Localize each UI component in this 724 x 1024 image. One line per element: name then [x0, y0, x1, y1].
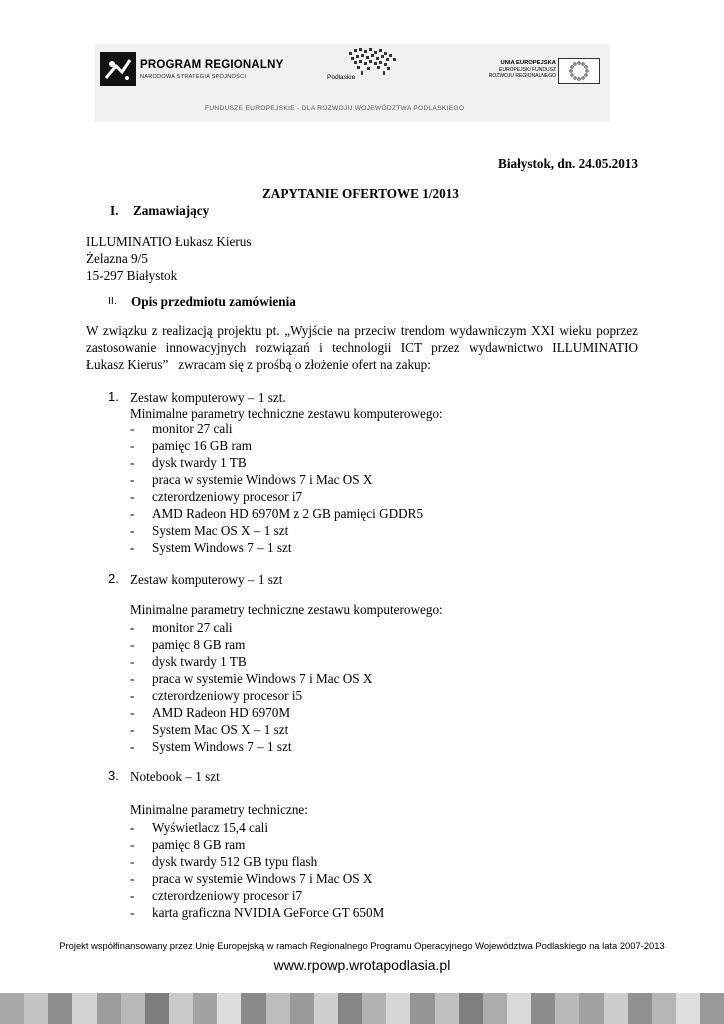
item-number: 1.: [108, 389, 119, 404]
intro-paragraph: [86, 322, 638, 356]
spec-item: czterordzeniowy procesor i5: [152, 688, 303, 703]
program-title: PROGRAM REGIONALNY: [140, 59, 284, 71]
item-number: 2.: [108, 571, 119, 586]
podlaskie-logo: [325, 46, 405, 86]
footer-website: www.rpowp.wrotapodlasia.pl: [273, 957, 451, 973]
spec-item: praca w systemie Windows 7 i Mac OS X: [152, 472, 373, 487]
dash-bullet: -: [130, 438, 135, 453]
spec-item: dysk twardy 512 GB typu flash: [152, 854, 318, 869]
spec-item: praca w systemie Windows 7 i Mac OS X: [152, 871, 373, 886]
spec-item: pamięc 8 GB ram: [152, 837, 246, 852]
spec-item: System Windows 7 – 1 szt: [152, 739, 292, 754]
dash-bullet: -: [130, 620, 135, 635]
dash-bullet: -: [130, 472, 135, 487]
eu-line1: UNIA EUROPEJSKA: [500, 60, 556, 66]
item-title: Zestaw komputerowy – 1 szt.: [130, 390, 286, 405]
dash-bullet: -: [130, 489, 135, 504]
dash-bullet: -: [130, 820, 135, 835]
section1-number: I.: [110, 203, 119, 218]
spec-item: monitor 27 cali: [152, 421, 233, 436]
item-title: Notebook – 1 szt: [130, 769, 220, 784]
date-line: Białystok, dn. 24.05.2013: [498, 156, 638, 171]
footer-decorative-bar: [0, 993, 724, 1024]
eu-logo: [480, 56, 600, 86]
dash-bullet: -: [130, 722, 135, 737]
dash-bullet: -: [130, 854, 135, 869]
program-emblem-icon: [100, 52, 136, 86]
spec-item: praca w systemie Windows 7 i Mac OS X: [152, 671, 373, 686]
dash-bullet: -: [130, 905, 135, 920]
program-subtitle: NARODOWA STRATEGIA SPÓJNOŚCI: [140, 74, 247, 80]
dash-bullet: -: [130, 888, 135, 903]
dash-bullet: -: [130, 688, 135, 703]
spec-item: karta graficzna NVIDIA GeForce GT 650M: [152, 905, 385, 920]
podlaskie-bison-icon: [345, 46, 403, 76]
dash-bullet: -: [130, 671, 135, 686]
eu-flag-icon: [558, 58, 600, 84]
spec-item: AMD Radeon HD 6970M: [152, 705, 291, 720]
document-title: ZAPYTANIE OFERTOWE 1/2013: [262, 186, 459, 201]
spec-item: czterordzeniowy procesor i7: [152, 489, 303, 504]
header-tagline: FUNDUSZE EUROPEJSKIE - DLA ROZWOJU WOJEWÓDZTWA PODLASKIEGO: [205, 105, 465, 112]
address-line: Żelazna 9/5: [86, 251, 148, 266]
dash-bullet: -: [130, 705, 135, 720]
dash-bullet: -: [130, 837, 135, 852]
eu-line2: EUROPEJSKI FUNDUSZ: [499, 67, 556, 73]
spec-item: Wyświetlacz 15,4 cali: [152, 820, 269, 835]
item-title: Zestaw komputerowy – 1 szt: [130, 572, 283, 587]
section1-title: Zamawiający: [133, 203, 210, 218]
dash-bullet: -: [130, 455, 135, 470]
spec-heading: Minimalne parametry techniczne:: [130, 802, 308, 817]
intro-line: Łukasz Kierus” zwracam się z prośbą o złożenie ofert na zakup:: [86, 357, 431, 372]
dash-bullet: -: [130, 523, 135, 538]
dash-bullet: -: [130, 421, 135, 436]
section2-title: Opis przedmiotu zamówienia: [131, 294, 296, 309]
address-block: [86, 233, 252, 284]
dash-bullet: -: [130, 654, 135, 669]
spec-item: System Mac OS X – 1 szt: [152, 722, 289, 737]
spec-item: pamięc 16 GB ram: [152, 438, 252, 453]
spec-item: System Windows 7 – 1 szt: [152, 540, 292, 555]
dash-bullet: -: [130, 739, 135, 754]
intro-line: W związku z realizacją projektu pt. „Wyjście na przeciw trendom wydawniczym XXI wieku poprzez: [86, 323, 638, 338]
program-regionalny-logo: [100, 52, 300, 88]
podlaskie-label: Podlaskie: [327, 74, 356, 81]
spec-heading: Minimalne parametry techniczne zestawu komputerowego:: [130, 406, 443, 421]
intro-line: zastosowanie innowacyjnych rozwiązań i technologii ICT przez wydawnictwo ILLUMINATIO: [86, 340, 638, 355]
item-number: 3.: [108, 768, 119, 783]
dash-bullet: -: [130, 506, 135, 521]
address-line: 15-297 Białystok: [86, 268, 178, 283]
eu-line3: ROZWOJU REGIONALNEGO: [488, 73, 556, 79]
spec-item: pamięc 8 GB ram: [152, 637, 246, 652]
spec-item: czterordzeniowy procesor i7: [152, 888, 303, 903]
address-line: ILLUMINATIO Łukasz Kierus: [86, 234, 252, 249]
spec-item: dysk twardy 1 TB: [152, 654, 247, 669]
footer-cofinancing-note: Projekt współfinansowany przez Unię Europejską w ramach Regionalnego Programu Operacyjnego Województwa Podlaskiego na lata 2007-2013: [59, 940, 665, 951]
dash-bullet: -: [130, 637, 135, 652]
dash-bullet: -: [130, 540, 135, 555]
dash-bullet: -: [130, 871, 135, 886]
spec-item: dysk twardy 1 TB: [152, 455, 247, 470]
spec-item: System Mac OS X – 1 szt: [152, 523, 289, 538]
spec-item: AMD Radeon HD 6970M z 2 GB pamięci GDDR5: [152, 506, 424, 521]
spec-heading: Minimalne parametry techniczne zestawu komputerowego:: [130, 602, 443, 617]
spec-item: monitor 27 cali: [152, 620, 233, 635]
section2-number: II.: [108, 295, 117, 307]
